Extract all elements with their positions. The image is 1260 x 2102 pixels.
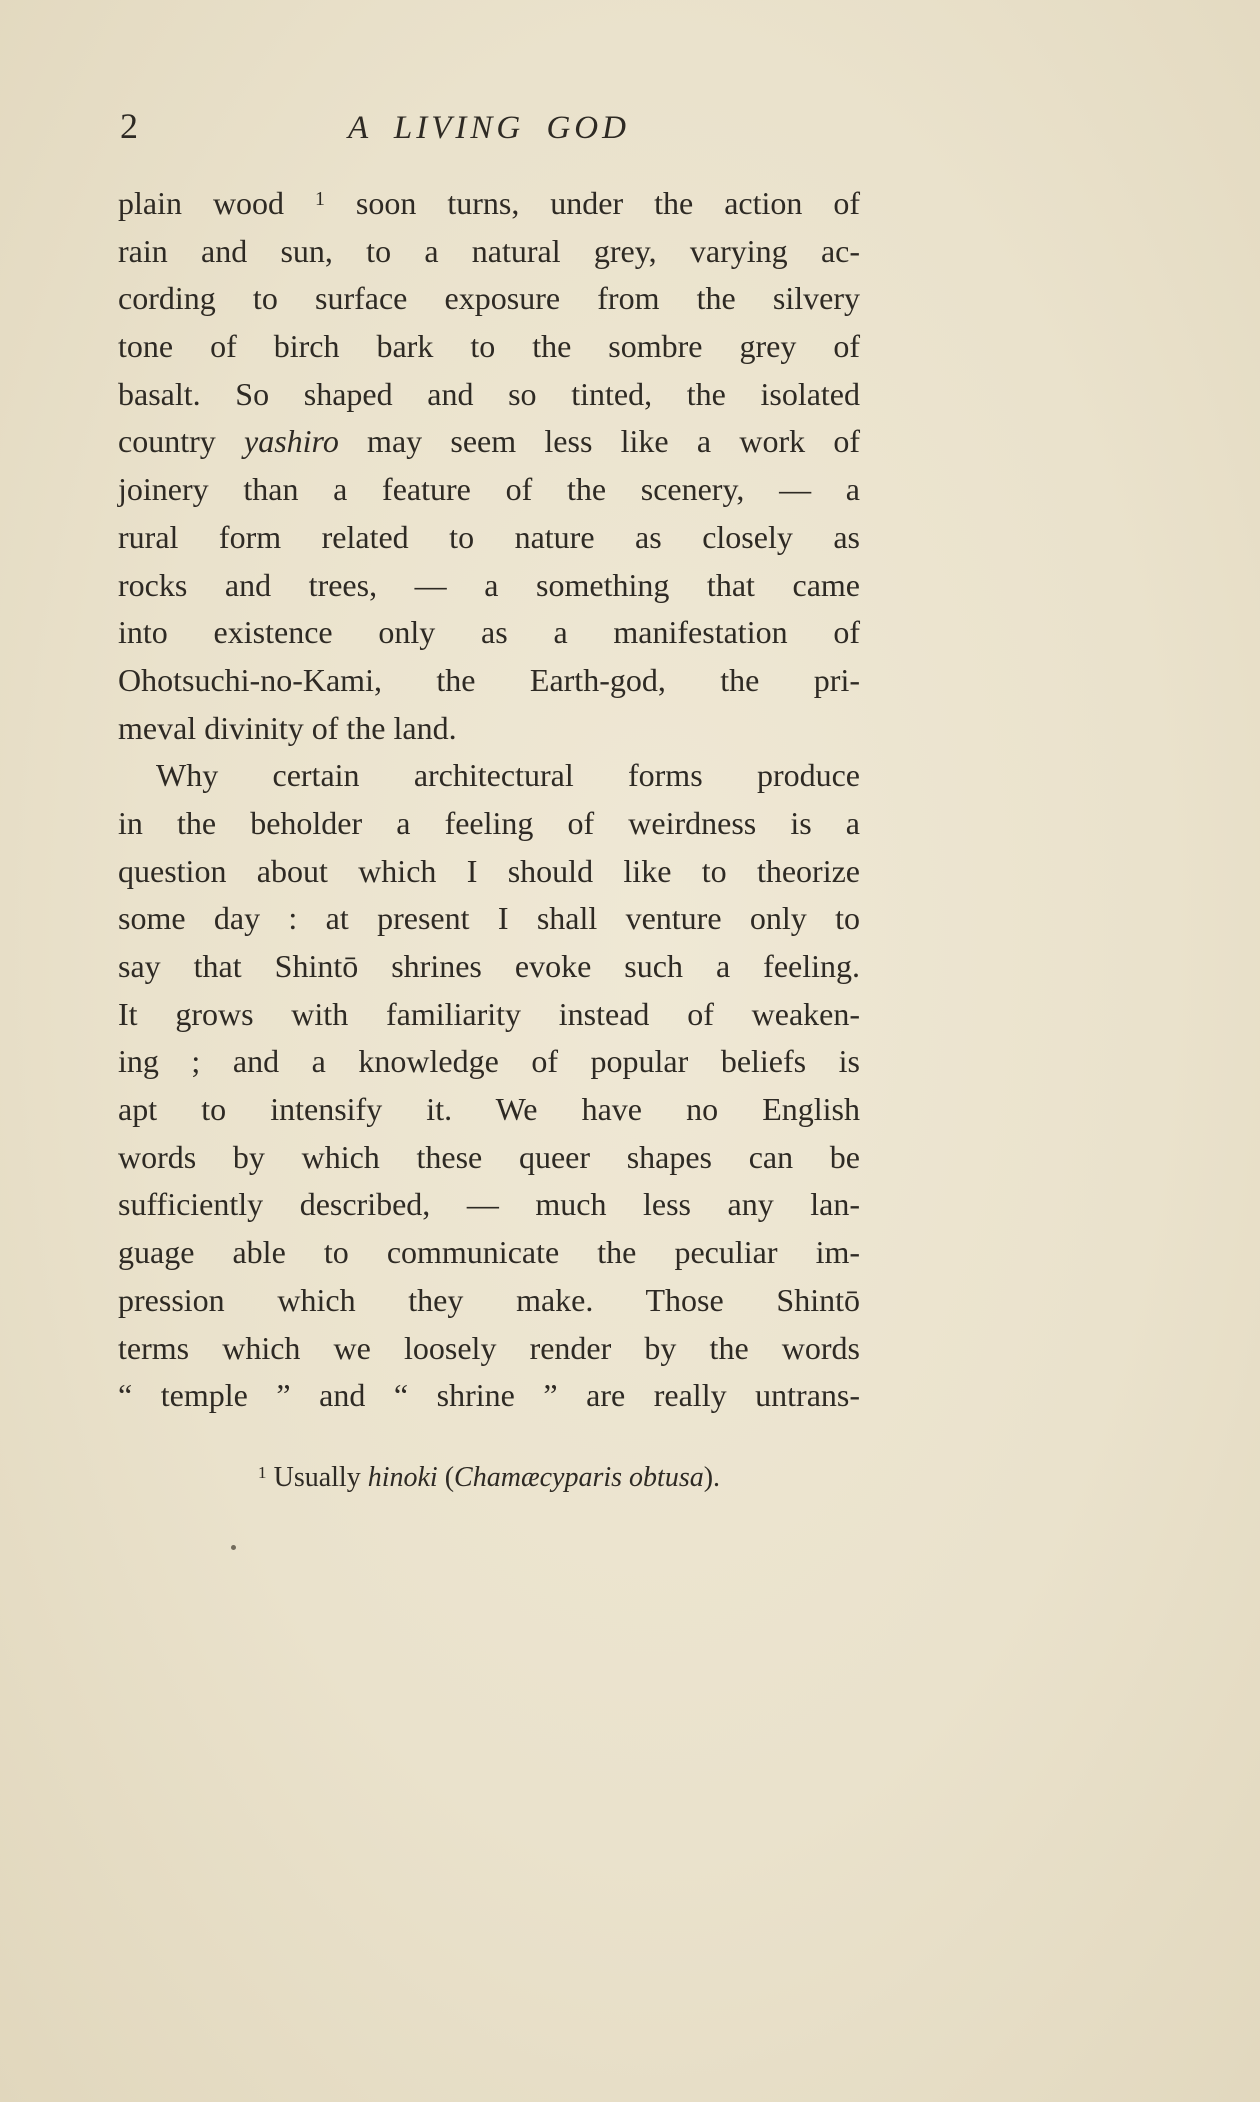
text-line: rural form related to nature as closely as bbox=[118, 518, 860, 555]
paragraph bbox=[118, 180, 860, 752]
paragraph bbox=[118, 752, 860, 1420]
text-line: Ohotsuchi-no-Kami, the Earth-god, the pri- bbox=[118, 661, 860, 698]
text-line: some day : at present I shall venture only to bbox=[118, 900, 860, 937]
text-line: plain wood $^1$ soon turns, under the action of bbox=[118, 185, 861, 221]
text-line: say that Shintō shrines evoke such a feeling. bbox=[118, 948, 860, 984]
text-line: into existence only as a manifestation of bbox=[118, 614, 860, 651]
text-line: question about which I should like to theorize bbox=[118, 852, 860, 889]
page-number: 2 bbox=[120, 106, 138, 146]
text-line: in the beholder a feeling of weirdness is a bbox=[118, 804, 860, 841]
text-line: It grows with familiarity instead of weaken- bbox=[118, 995, 860, 1032]
text-line: Why certain architectural forms produce bbox=[156, 757, 860, 794]
print-artifact-dot bbox=[231, 1545, 236, 1550]
footnote: $^1$ Usually hinoki (Chamæcyparis obtusa). bbox=[257, 1462, 721, 1493]
running-title: A LIVING GOD bbox=[348, 110, 630, 146]
text-line: terms which we loosely render by the words bbox=[118, 1329, 860, 1366]
text-line: country yashiro may seem less like a work of bbox=[118, 423, 861, 460]
text-line: cording to surface exposure from the silvery bbox=[118, 280, 860, 317]
page-header bbox=[118, 104, 860, 154]
text-line: meval divinity of the land. bbox=[118, 709, 457, 746]
text-line: joinery than a feature of the scenery, — a bbox=[118, 471, 860, 508]
text-line: words by which these queer shapes can be bbox=[118, 1138, 860, 1175]
text-line: rocks and trees, — a something that came bbox=[118, 566, 860, 603]
text-line: apt to intensify it. We have no English bbox=[118, 1091, 860, 1128]
body-text bbox=[118, 180, 860, 1420]
text-line: pression which they make. Those Shintō bbox=[118, 1281, 860, 1318]
text-line: tone of birch bark to the sombre grey of bbox=[118, 328, 860, 365]
text-line: sufficiently described, — much less any lan- bbox=[118, 1186, 860, 1223]
text-line: basalt. So shaped and so tinted, the isolated bbox=[118, 375, 860, 412]
text-line: “ temple ” and “ shrine ” are really untrans- bbox=[118, 1377, 860, 1414]
text-line: rain and sun, to a natural grey, varying ac- bbox=[118, 232, 860, 269]
text-line: guage able to communicate the peculiar im- bbox=[118, 1234, 860, 1271]
text-line: ing ; and a knowledge of popular beliefs is bbox=[118, 1043, 860, 1080]
